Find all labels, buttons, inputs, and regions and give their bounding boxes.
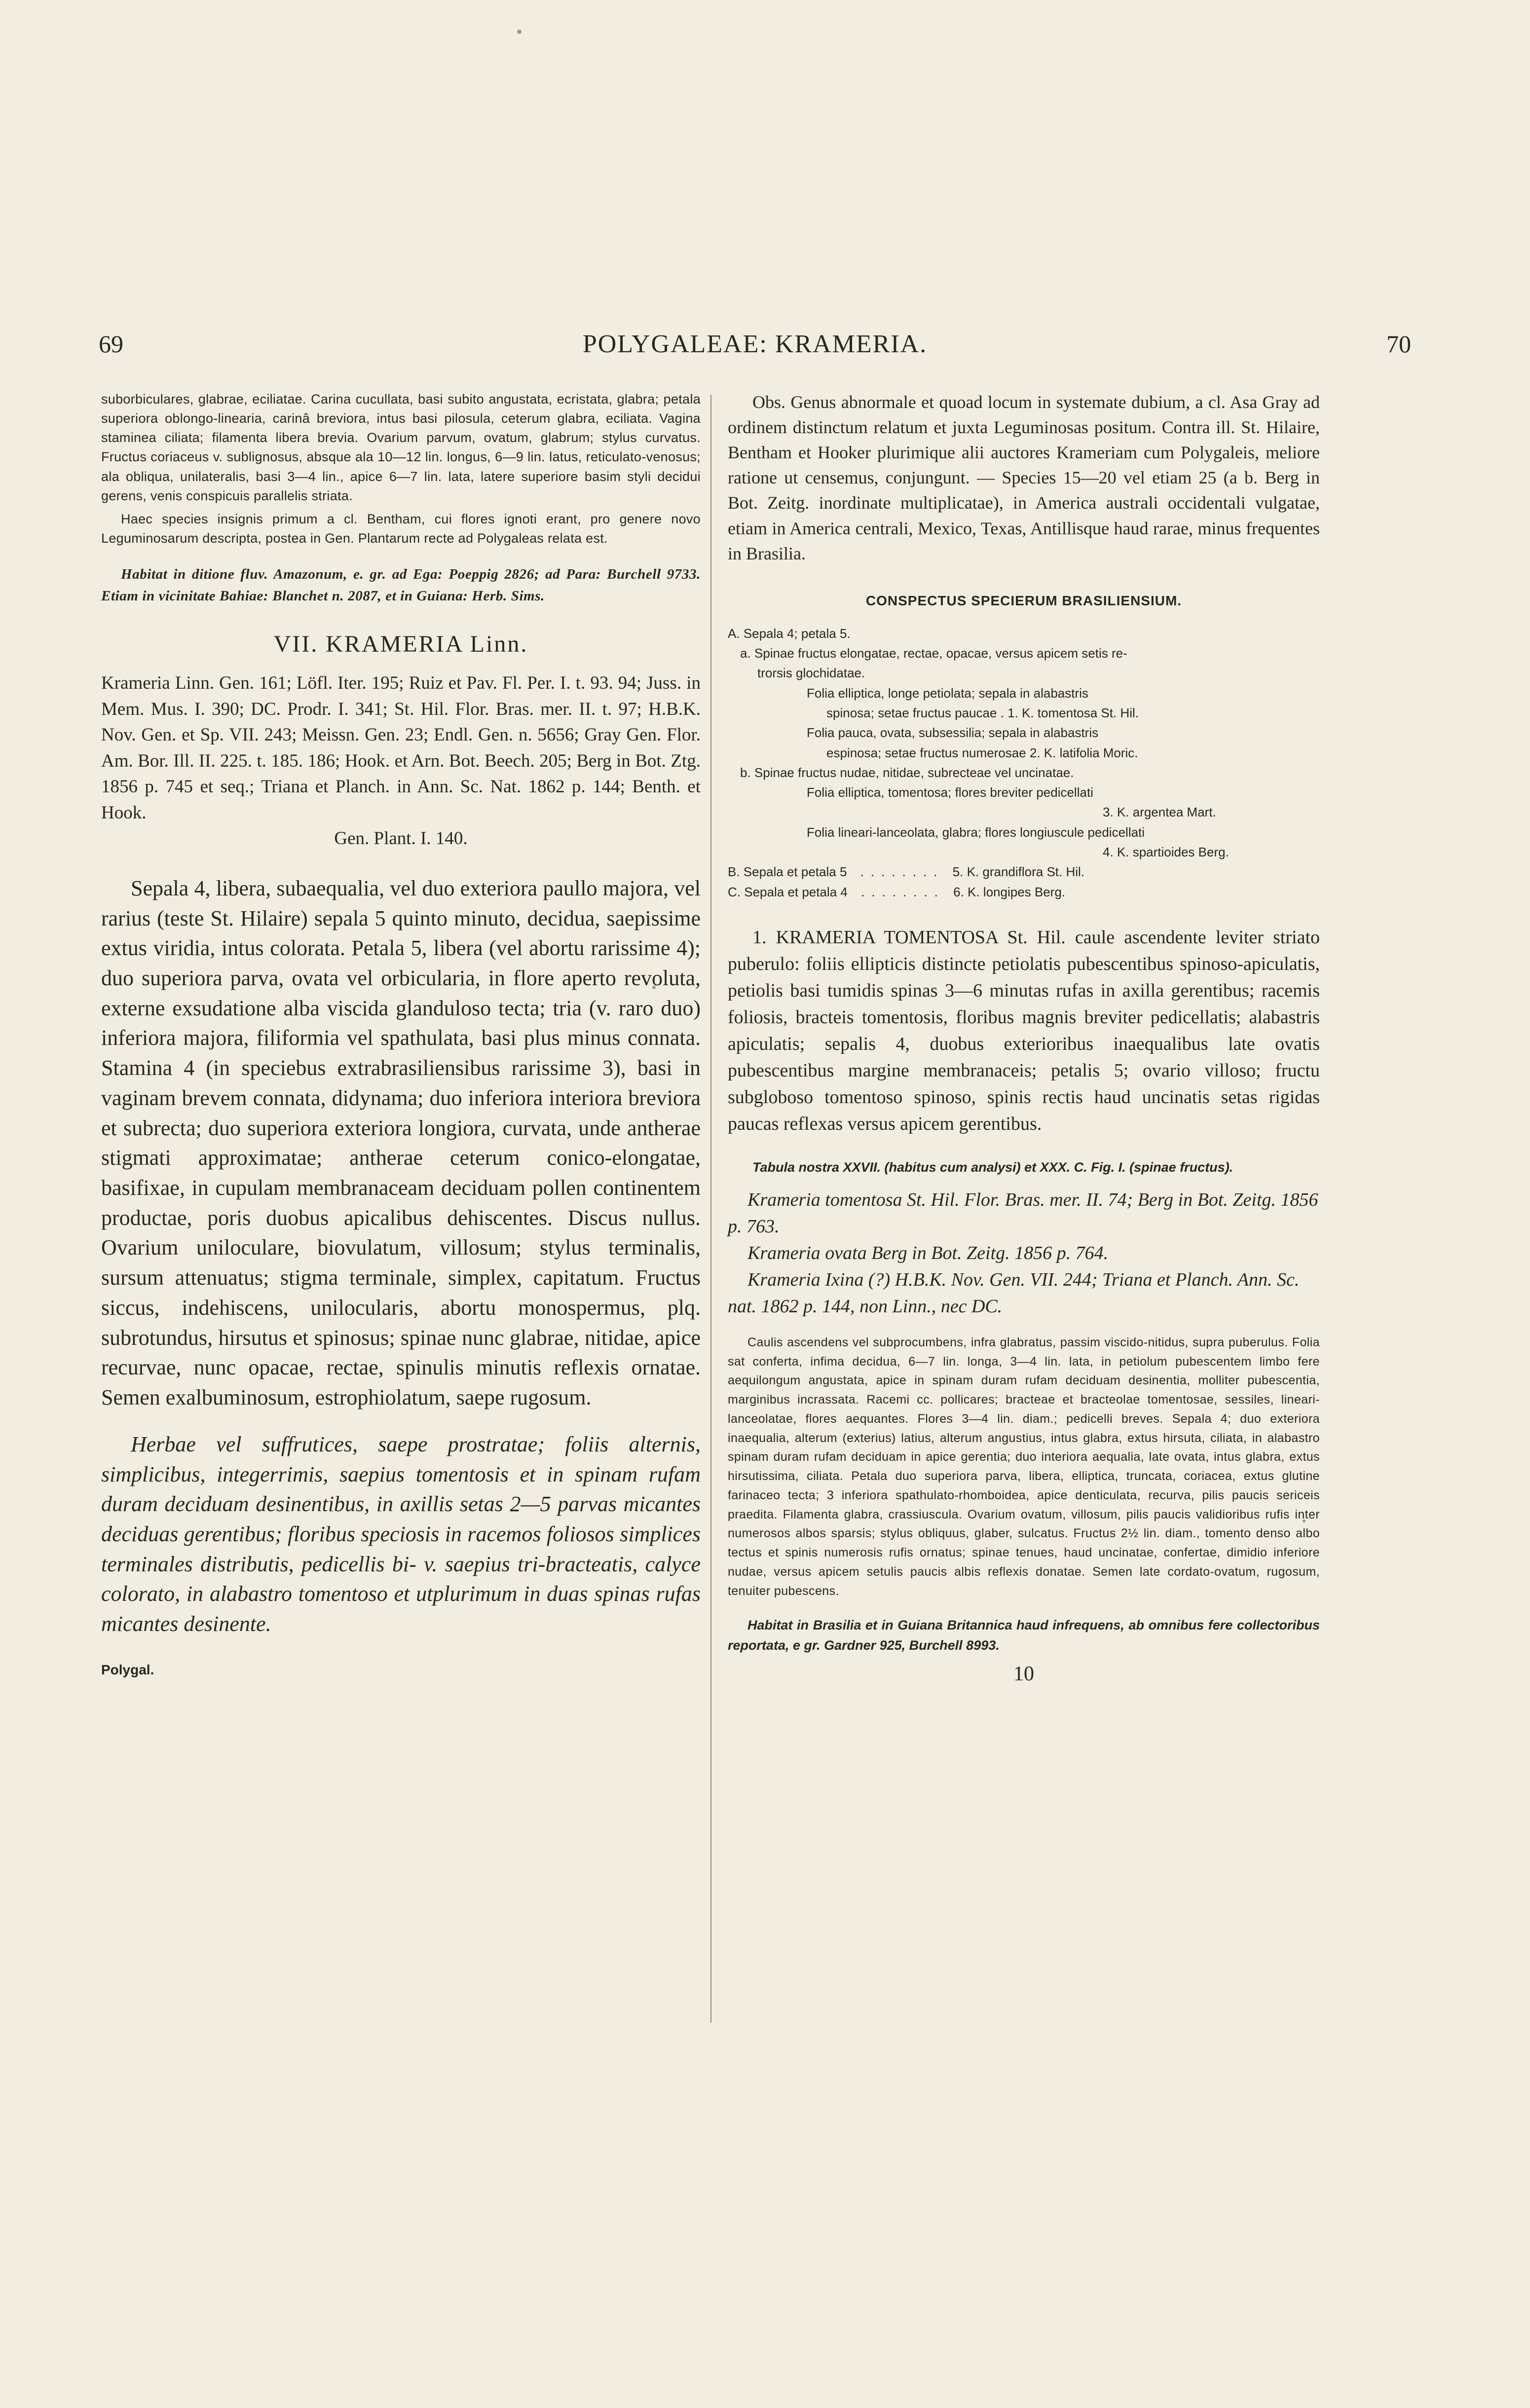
signature-number: 10 <box>1013 1663 1034 1686</box>
page-number-right: 70 <box>1386 330 1411 358</box>
conspectus-title: CONSPECTUS SPECIERUM BRASILIENSIUM. <box>865 593 1182 608</box>
key-line: Folia elliptica, tomentosa; flores breviter pedicellati <box>807 785 1093 800</box>
key-line: 3. K. argentea Mart. <box>1103 805 1216 820</box>
observation-paragraph: Obs. Genus abnormale et quoad locum in systemate dubium, a cl. Asa Gray ad ordinem distinctum relatum et juxta Leguminosas positum. Contra ill. St. Hilaire, Bentham et Hooker plurimique alii auctores Krameriam cum Polygaleis, meliore ratione ut censemus, conjungunt. — Species 15—20 vel etiam 25 (a b. Berg in Bot. Zeitg. inordinate multiplicatae), in America australi occidentali vulgatae, etiam in America centrali, Mexico, Texas, Antillisque haud rarae, minus frequentes in Brasilia. <box>728 392 1320 563</box>
key-leader-dots: ........ <box>861 884 945 899</box>
left-column <box>101 390 701 1678</box>
key-lead: B. Sepala et petala 5 <box>728 864 847 880</box>
running-header <box>99 330 1411 379</box>
key-line <box>728 882 1320 902</box>
key-line: A. Sepala 4; petala 5. <box>728 626 851 641</box>
running-title: POLYGALEAE: KRAMERIA. <box>582 330 928 358</box>
key-lead: C. Sepala et petala 4 <box>728 884 848 899</box>
generic-description-text: Sepala 4, libera, subaequalia, vel duo exteriora paullo majora, vel rarius (teste St. Hilaire) sepala 5 quinto minuto, decidua, saepissime extus viridia, intus colorata. Petala 5, libera (vel abortu rarissime 4); duo superiora parva, ovata vel orbicularia, in flore aperto revoluta, externe exsudatione alba viscida glanduloso tecta; tria (v. raro duo) inferiora majora, filiformia vel spathulata, basi plus minus connata. Stamina 4 (in speciebus extrabrasiliensibus rarissime 3), basi in vaginam brevem connata, didynama; duo inferiora interiora breviora et subrecta; duo superiora exteriora longiora, curvata, unde antherae stigmati approximatae; antherae ceterum conico-elongatae, basifixae, in cupulam membranaceam deciduam pollen continentem productae, poris duobus apicalibus dehiscentes. Discus nullus. Ovarium uniloculare, biovulatum, villosum; stylus terminalis, sursum attenuatus; stigma terminale, simplex, capitatum. Fructus siccus, indehiscens, unilocularis, abortu monospermus, plq. subrotundus, hirsutus et spinosus; spinae nunc glabrae, nitidae, apice recurvae, nunc opacae, rectae, spinulis minutis reflexis ornatae. Semen exalbuminosum, estrophiolatum, saepe rugosum. <box>101 876 701 1410</box>
synonym-entry: Krameria tomentosa St. Hil. Flor. Bras. mer. II. 74; Berg in Bot. Zeitg. 1856 p. 763. <box>728 1189 1318 1237</box>
synonymy-text: Krameria Linn. Gen. 161; Löfl. Iter. 195; Ruiz et Pav. Fl. Per. I. t. 93. 94; Juss. in Mem. Mus. I. 390; DC. Prodr. I. 341; St. Hil. Flor. Bras. mer. II. t. 97; H.B.K. Nov. Gen. et Sp. VII. 243; Meissn. Gen. 23; Endl. Gen. n. 5656; Gray Gen. Flor. Am. Bor. Ill. II. 225. t. 185. 186; Hook. et Arn. Bot. Beech. 205; Berg in Bot. Ztg. 1856 p. 745 et seq.; Triana et Planch. in Ann. Sc. Nat. 1862 p. 144; Benth. et Hook. <box>101 673 701 823</box>
key-leader-dots: ........ <box>860 864 944 880</box>
species-description-continued <box>101 390 701 548</box>
synonym-entry: Krameria ovata Berg in Bot. Zeitg. 1856 p. 764. <box>747 1242 1109 1263</box>
species-synonymy <box>728 1187 1320 1320</box>
synonymy-last-line: Gen. Plant. I. 140. <box>334 828 468 849</box>
habit-description <box>101 1430 701 1639</box>
key-line: spinosa; setae fructus paucae . 1. K. tomentosa St. Hil. <box>826 705 1139 720</box>
note-paragraph: Haec species insignis primum a cl. Bentham, cui flores ignoti erant, pro genere novo Leguminosarum descripta, postea in Gen. Plantarum recte ad Polygaleas relata est. <box>101 511 701 546</box>
genus-synonymy <box>101 670 701 852</box>
species-diagnosis: 1. KRAMERIA TOMENTOSA St. Hil. caule ascendente leviter striato puberulo: foliis ellipticis distincte petiolatis pubescentibus spinoso-apiculatis, petiolis basi tumidis spinas 3—6 minutas rufas in axilla gerentibus; racemis foliosis, bracteis tomentosis, floribus magnis breviter pedicellatis; alabastris apiculatis; sepalis 4, duobus exterioribus inaequalibus late ovatis pubescentibus margine membranaceis; petalis 5; ovario villoso; fructu subgloboso tomentoso spinoso, spinis rectis haud uncinatis setas rigidas paucas reflexas versus apicem gerentibus. <box>728 926 1320 1134</box>
key-result: 6. K. longipes Berg. <box>953 884 1066 899</box>
key-line: a. Spinae fructus elongatae, rectae, opacae, versus apicem setis re- <box>740 646 1127 661</box>
key-line: 4. K. spartioides Berg. <box>1103 845 1229 860</box>
generic-description <box>101 874 701 1413</box>
key-line: espinosa; setae fructus numerosae 2. K. latifolia Moric. <box>826 745 1138 760</box>
species-description: Caulis ascendens vel subprocumbens, infra glabratus, passim viscido-nitidus, supra puberulus. Folia sat conferta, infima decidua, 6—7 lin. longa, 3—4 lin. lata, in petiolum pubescentem limbo fere aequilongum angustata, apice in spinam duram rufam deciduam desinentia, molliter pubescentia, marginibus incrassata. Racemi cc. pollicares; bracteae et bracteolae tomentosae, sessiles, lineari-lanceolatae, flores aequantes. Flores 3—4 lin. diam.; pedicelli breves. Sepala 4; duo exteriora inaequalia, alterum (exterius) latius, alterum angustius, intus glabra, extus hirsuta, ciliata, in alabastro spinam duram rufam deciduam in apice gerentia; duo interiora aequalia, late ovata, intus glabra, extus hirsutissima, ciliata. Petala duo superiora parva, libera, elliptica, truncata, coriacea, extus glutine farinaceo tecta; 3 inferiora spathulato-rhomboidea, apice denticulata, recurva, pilis paucis sericeis praedita. Filamenta glabra, crassiuscula. Ovarium ovatum, villosum, pilis paucis validioribus rufis inter numerosos albos sparsis; stylus obliquus, glaber, sulcatus. Fructus 2½ lin. diam., tomento denso albo tectus et spinis numerosis rufis ornatus; spinae tenues, haud uncinatae, confertae, dimidio inferiore nudae, versus apicem setulis paucis albis reflexis donatae. Semen late cordato-ovatum, rugosum, tenuiter pubescens. <box>728 1335 1320 1598</box>
species-habitat: Habitat in Brasilia et in Guiana Britannica haud infrequens, ab omnibus fere collectoribus reportata, e gr. Gardner 925, Burchell 8993. <box>728 1618 1320 1653</box>
key-line <box>728 862 1320 882</box>
key-line: Folia elliptica, longe petiolata; sepala in alabastris <box>807 685 1088 701</box>
genus-title: VII. KRAMERIA Linn. <box>273 631 528 658</box>
key-line: b. Spinae fructus nudae, nitidae, subrecteae vel uncinatae. <box>740 765 1074 780</box>
synonym-entry: Krameria Ixina (?) H.B.K. Nov. Gen. VII. 244; Triana et Planch. Ann. Sc. nat. 1862 p. 144, non Linn., nec DC. <box>728 1269 1300 1317</box>
key-line: Folia pauca, ovata, subsessilia; sepala in alabastris <box>807 725 1099 741</box>
key-result: 5. K. grandiflora St. Hil. <box>952 864 1085 880</box>
column-divider <box>710 395 711 2023</box>
habit-description-text: Herbae vel suffrutices, saepe prostratae; foliis alternis, simplicibus, integerrimis, saepius tomentosis et in spinam rufam duram deciduam desinentibus, in axillis setas 2—5 parvas micantes deciduas gerentibus; floribus speciosis in racemos foliosos simplices terminales distributis, pedicellis bi- v. saepius tri-bracteatis, calyce colorato, in alabastro tomentoso et utplurimum in duas spinas rufas micantes desinente. <box>101 1432 701 1636</box>
description-paragraph: suborbiculares, glabrae, eciliatae. Carina cucullata, basi subito angustata, ecristata, glabra; petala superiora oblongo-linearia, carinâ breviora, intus basi pilosula, ceterum glabra, eciliata. Vagina staminea ciliata; filamenta libera brevia. Ovarium parvum, ovatum, glabrum; stylus curvatus. Fructus coriaceus v. sublignosus, absque ala 10—12 lin. longus, 6—9 lin. latus, reticulato-venosus; ala obliqua, unilateralis, basi 3—4 lin., apice 6—7 lin. lata, latere superiore basim styli decidui gerens, venis conspicuis parallelis striata. <box>101 392 701 503</box>
key-line: trorsis glochidatae. <box>757 666 865 681</box>
signature-mark: Polygal. <box>101 1662 154 1677</box>
right-column <box>728 390 1320 1686</box>
species-key <box>728 624 1320 902</box>
page-number-left: 69 <box>99 330 123 358</box>
key-line: Folia lineari-lanceolata, glabra; flores longiuscule pedicellati <box>807 824 1145 840</box>
habitat-note: Habitat in ditione fluv. Amazonum, e. gr. ad Ega: Poeppig 2826; ad Para: Burchell 9733. Etiam in vicinitate Bahiae: Blanchet n. 2087, et in Guiana: Herb. Sims. <box>101 566 701 604</box>
plate-reference: Tabula nostra XXVII. (habitus cum analysi) et XXX. C. Fig. I. (spinae fructus). <box>752 1159 1233 1175</box>
paper-speck <box>517 30 522 34</box>
